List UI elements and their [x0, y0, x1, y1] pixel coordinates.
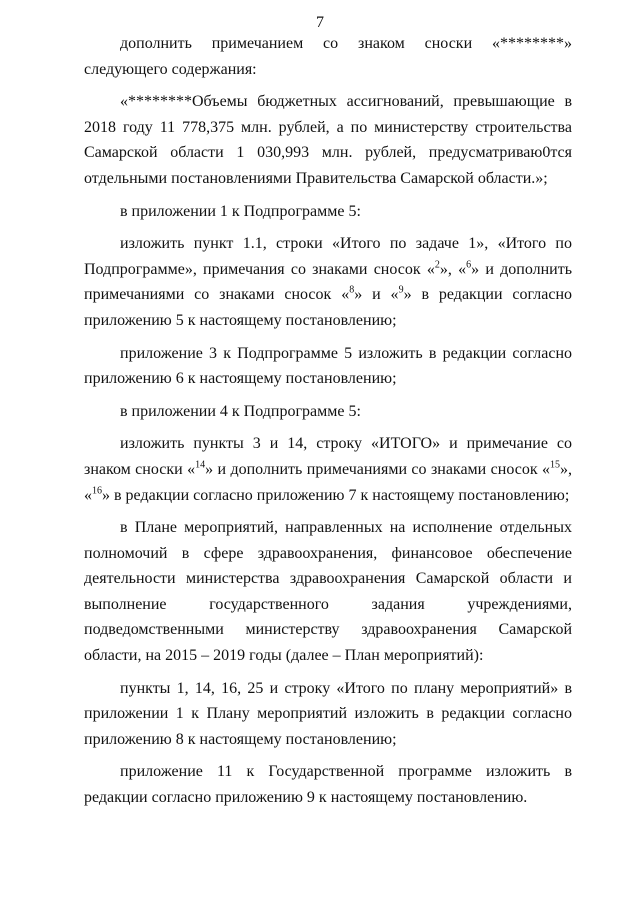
paragraph-appendix-1-heading [84, 199, 572, 225]
paragraph-appendix-4-heading [84, 399, 572, 425]
footnote-marker: 14 [195, 459, 206, 471]
text-run: приложение 11 к Государственной программе изложить в редакции согласно приложению 9 к настоящему постановлению. [84, 763, 572, 807]
document-body [84, 31, 572, 811]
footnote-marker: 9 [398, 285, 404, 297]
footnote-marker: 8 [349, 285, 355, 297]
paragraph-appendix-11 [84, 759, 572, 810]
paragraph-footnote-addition [84, 31, 572, 82]
paragraph-footnote-text [84, 89, 572, 191]
text-run: » и « [354, 286, 399, 304]
text-run: приложение 3 к Подпрограмме 5 изложить в редакции согласно приложению 6 к настоящему постановлению; [84, 344, 572, 388]
text-run: изложить пункт 1.1, строки «Итого по задаче 1», «Итого по Подпрограмме», примечания со знаками сносок « [84, 235, 572, 278]
paragraph-appendix-1-changes [84, 231, 572, 333]
text-run: в приложении 1 к Подпрограмме 5: [120, 202, 361, 220]
footnote-marker: 6 [466, 259, 472, 271]
text-run: «********Объемы бюджетных ассигнований, превышающие в 2018 году 11 778,375 млн. рублей, а по министерству строительства Самарской области 1 030,993 млн. рублей, предусматриваю0тся отдельными постановлениями Правительства Самарской области.»; [84, 93, 572, 187]
paragraph-action-plan-items [84, 676, 572, 753]
footnote-marker: 16 [92, 485, 102, 497]
text-run: в приложении 4 к Подпрограмме 5: [120, 402, 361, 420]
text-run: », « [439, 260, 467, 278]
paragraph-appendix-4-changes [84, 431, 572, 508]
paragraph-appendix-3 [84, 341, 572, 392]
text-run: » и дополнить примечаниями со знаками сносок « [205, 460, 550, 478]
text-run: » в редакции согласно приложению 7 к настоящему постановлению; [102, 486, 570, 504]
text-run: », « [84, 460, 572, 504]
text-run: пункты 1, 14, 16, 25 и строку «Итого по плану мероприятий» в приложении 1 к Плану мероприятий изложить в редакции согласно приложению 8 к настоящему постановлению; [84, 679, 572, 748]
page-number: 7 [316, 14, 324, 31]
text-run: » и дополнить примечаниями со знаками сносок « [84, 260, 573, 304]
footnote-marker: 2 [434, 259, 440, 271]
text-run: » в редакции согласно приложению 5 к настоящему постановлению; [84, 286, 573, 329]
text-run: в Плане мероприятий, направленных на исполнение отдельных полномочий в сфере здравоохранения, финансовое обеспечение деятельности министерства здравоохранения Самарской области и выполнение государственного задания учреждениями, подведомственными министерству здравоохранения Самарской области, на 2015 – 2019 годы (далее – План мероприятий): [84, 519, 572, 665]
paragraph-action-plan [84, 515, 572, 669]
text-run: изложить пункты 3 и 14, строку «ИТОГО» и примечание со знаком сноски « [84, 435, 572, 478]
footnote-marker: 15 [550, 459, 560, 471]
text-run: дополнить примечанием со знаком сноски «********» следующего содержания: [84, 35, 572, 78]
